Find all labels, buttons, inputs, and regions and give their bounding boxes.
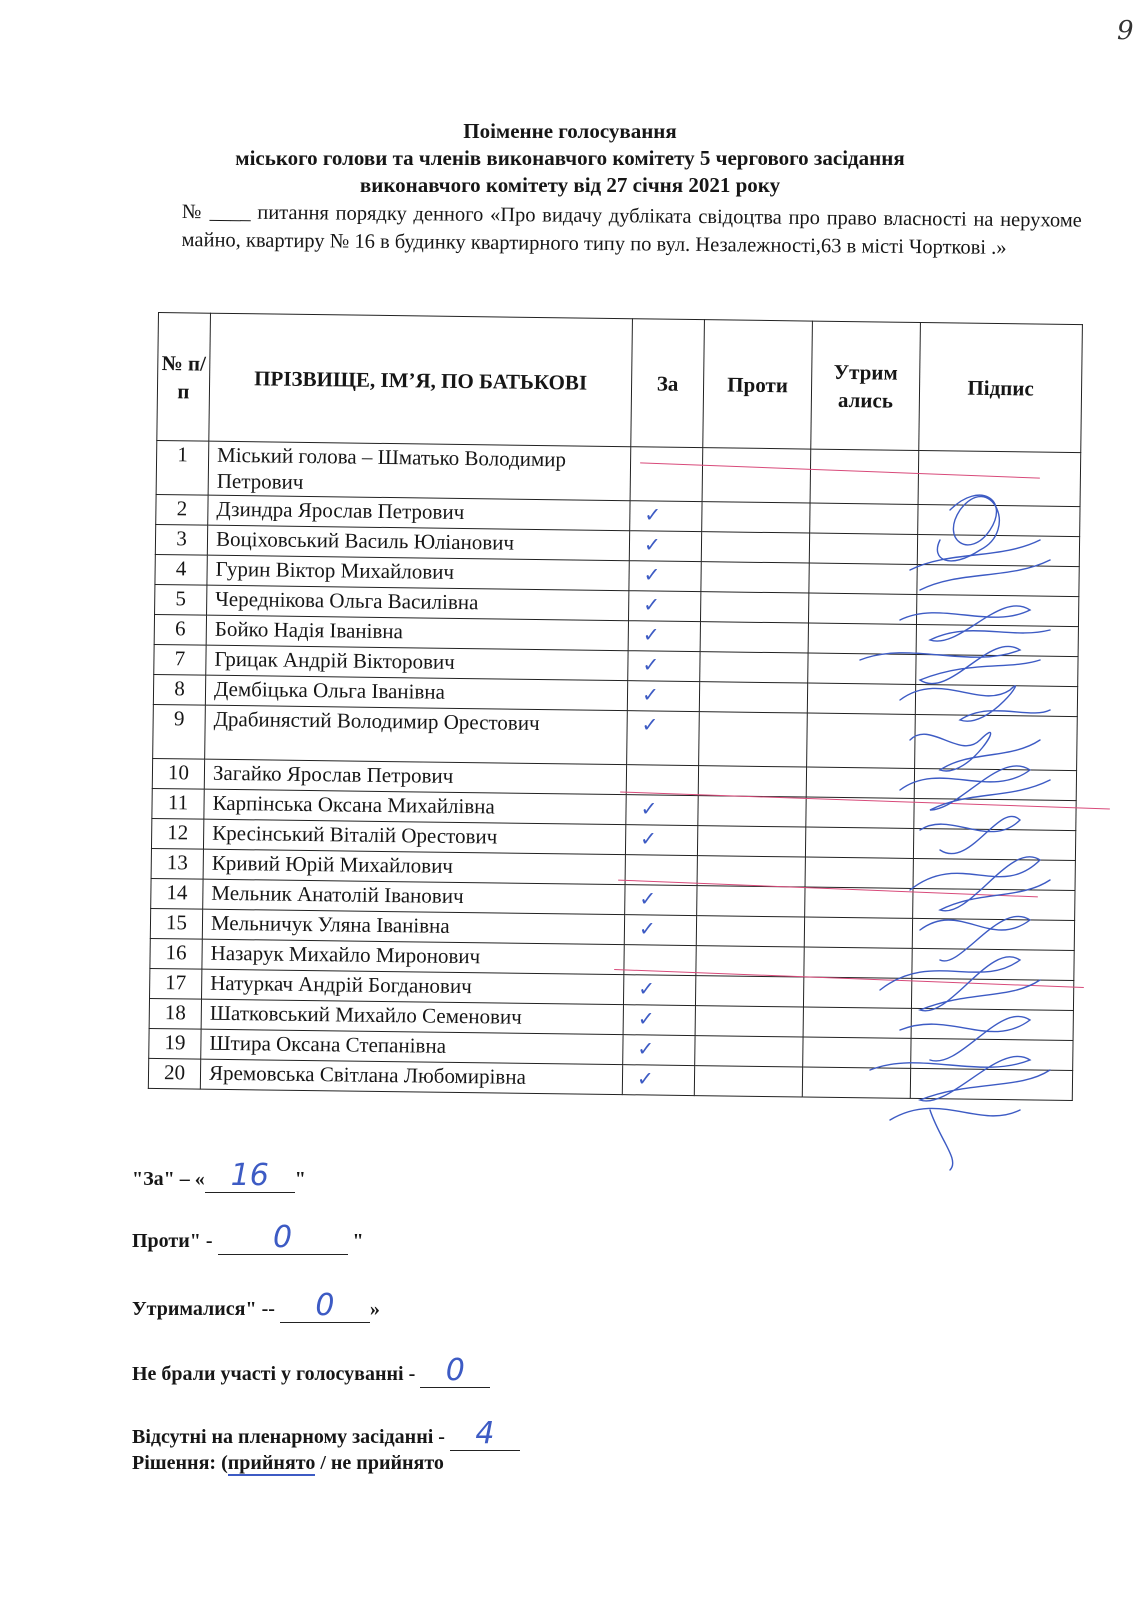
- member-name: Кресінський Віталій Орестович: [203, 819, 625, 855]
- vote-proty-cell: [701, 562, 809, 593]
- row-number: 12: [151, 818, 203, 849]
- check-mark-icon: ✓: [640, 796, 658, 821]
- header-line-2: міського голови та членів виконавчого комітету 5 чергового засідання: [235, 146, 905, 170]
- row-number: 19: [149, 1028, 201, 1059]
- total-utrymalys: [132, 1290, 380, 1323]
- vote-proty-cell: [700, 622, 808, 653]
- vote-za-cell: [623, 975, 695, 1006]
- member-name: Натуркач Андрій Богданович: [202, 969, 624, 1005]
- vote-za-cell: [629, 531, 701, 562]
- total-za-label: "За" – «: [132, 1168, 205, 1190]
- check-mark-icon: ✓: [637, 1006, 655, 1031]
- row-number: 17: [150, 968, 202, 999]
- row-number: 8: [153, 674, 205, 705]
- vote-proty-cell: [698, 796, 806, 827]
- total-za: [132, 1160, 306, 1193]
- total-ne-braly: [132, 1355, 490, 1388]
- row-number: 14: [151, 878, 203, 909]
- member-name: Загайко Ярослав Петрович: [204, 759, 626, 795]
- check-mark-icon: ✓: [638, 916, 656, 941]
- check-mark-icon: ✓: [637, 1036, 655, 1061]
- vote-proty-cell: [699, 712, 808, 767]
- vote-proty-cell: [699, 682, 807, 713]
- member-name: Шатковський Михайло Семенович: [201, 999, 623, 1035]
- row-number: 16: [150, 938, 202, 969]
- member-name: Кривий Юрій Михайлович: [203, 849, 625, 885]
- total-za-end: ": [294, 1168, 306, 1190]
- vote-proty-cell: [697, 856, 805, 887]
- check-mark-icon: ✓: [642, 652, 660, 677]
- row-number: 9: [153, 704, 206, 759]
- decision-rest: / не прийнято: [315, 1452, 444, 1474]
- check-mark-icon: ✓: [639, 886, 657, 911]
- page-number: 9: [1117, 16, 1134, 46]
- check-mark-icon: ✓: [641, 712, 659, 737]
- check-mark-icon: ✓: [644, 502, 662, 527]
- row-number: 3: [155, 524, 207, 555]
- table-header-row: [157, 313, 1083, 453]
- vote-proty-cell: [696, 916, 804, 947]
- check-mark-icon: ✓: [639, 826, 658, 851]
- member-name: Бойко Надія Іванівна: [206, 615, 628, 651]
- agenda-item-text: № ____ питання порядку денного «Про видачу дубліката свідоцтва про право власності на нерухоме майно, квартиру № 16 в будинку квартирного типу по вул. Незалежності,63 в місті Чорткові .»: [181, 200, 1082, 259]
- row-number: 1: [156, 440, 209, 495]
- check-mark-icon: ✓: [636, 1066, 654, 1091]
- header-line-3: виконавчого комітету від 27 січня 2021 року: [359, 173, 781, 197]
- vote-proty-cell: [695, 976, 803, 1007]
- vote-za-cell: [625, 825, 697, 856]
- row-number: 5: [155, 584, 207, 615]
- total-ne-braly-value: 0: [420, 1355, 490, 1388]
- vote-za-cell: [630, 501, 702, 532]
- vote-proty-cell: [695, 1036, 803, 1067]
- header-name: ПРІЗВИЩЕ, ІМ’Я, ПО БАТЬКОВІ: [209, 313, 633, 447]
- row-number: 7: [154, 644, 206, 675]
- vote-za-cell: [628, 651, 700, 682]
- row-number: 4: [155, 554, 207, 585]
- row-number: 13: [151, 848, 203, 879]
- vote-za-cell: [628, 591, 700, 622]
- member-name: Грицак Андрій Вікторович: [206, 645, 628, 681]
- decision-accepted: прийнято: [227, 1452, 316, 1474]
- document-header: [150, 118, 990, 199]
- total-za-value: 16: [205, 1160, 295, 1193]
- vote-za-cell: [628, 621, 700, 652]
- total-proty-end: ": [352, 1230, 364, 1252]
- check-mark-icon: ✓: [643, 532, 661, 557]
- total-vidsutni-value: 4: [450, 1418, 520, 1451]
- decision-line: [132, 1452, 444, 1475]
- total-utrymalys-value: 0: [280, 1290, 370, 1323]
- member-name: Карпінська Оксана Михайлівна: [204, 789, 626, 825]
- total-utrymalys-label: Утрималися" --: [132, 1298, 275, 1320]
- total-ne-braly-label: Не брали участі у голосуванні -: [132, 1363, 416, 1385]
- header-proty: Проти: [703, 320, 813, 449]
- vote-za-cell: [625, 885, 697, 916]
- vote-za-cell: [623, 1035, 695, 1066]
- header-za: За: [631, 319, 705, 448]
- total-vidsutni: [132, 1418, 520, 1451]
- vote-za-cell: [630, 447, 703, 502]
- member-name: Воціховський Василь Юліанович: [207, 525, 629, 561]
- vote-za-cell: [626, 765, 698, 796]
- vote-proty-cell: [700, 592, 808, 623]
- row-number: 10: [152, 758, 204, 789]
- vote-proty-cell: [698, 766, 806, 797]
- total-proty-label: Проти" -: [132, 1230, 213, 1252]
- row-number: 20: [148, 1058, 200, 1089]
- vote-proty-cell: [695, 1006, 803, 1037]
- member-name: Череднікова Ольга Василівна: [207, 585, 629, 621]
- member-name: Мельник Анатолій Іванович: [203, 879, 625, 915]
- signatures-scribble: [840, 470, 1070, 1190]
- vote-proty-cell: [697, 826, 805, 857]
- total-vidsutni-label: Відсутні на пленарному засіданні -: [132, 1426, 445, 1448]
- check-mark-icon: ✓: [641, 682, 659, 707]
- row-number: 15: [150, 908, 202, 939]
- header-line-1: Поіменне голосування: [463, 119, 677, 143]
- member-name: Драбинястий Володимир Орестович: [205, 705, 628, 765]
- vote-proty-cell: [701, 532, 809, 563]
- vote-za-cell: [627, 711, 700, 766]
- member-name: Штира Оксана Степанівна: [201, 1029, 623, 1065]
- member-name: Гурин Віктор Михайлович: [207, 555, 629, 591]
- vote-proty-cell: [697, 886, 805, 917]
- check-mark-icon: ✓: [643, 592, 661, 617]
- row-number: 11: [152, 788, 204, 819]
- total-proty-value: 0: [218, 1222, 348, 1255]
- decision-label: Рішення: (: [132, 1452, 228, 1474]
- member-name: Міський голова – Шматько Володимир Петрович: [208, 441, 631, 501]
- vote-za-cell: [623, 1005, 695, 1036]
- check-mark-icon: ✓: [643, 562, 661, 587]
- header-utrymalys: Утрим ались: [811, 321, 921, 450]
- member-name: Назарук Михайло Миронович: [202, 939, 624, 975]
- check-mark-icon: ✓: [642, 622, 660, 647]
- member-name: Дембіцька Ольга Іванівна: [205, 675, 627, 711]
- vote-za-cell: [622, 1065, 694, 1096]
- member-name: Дзиндра Ярослав Петрович: [208, 495, 630, 531]
- row-number: 18: [149, 998, 201, 1029]
- row-number: 6: [154, 614, 206, 645]
- vote-proty-cell: [702, 502, 810, 533]
- member-name: Мельничук Уляна Іванівна: [202, 909, 624, 945]
- total-proty: [132, 1222, 364, 1255]
- check-mark-icon: ✓: [638, 976, 656, 1001]
- vote-proty-cell: [694, 1066, 802, 1097]
- vote-proty-cell: [702, 448, 811, 503]
- row-number: 2: [156, 494, 208, 525]
- vote-za-cell: [626, 795, 698, 826]
- vote-za-cell: [627, 681, 699, 712]
- total-utrymalys-end: »: [369, 1298, 380, 1320]
- vote-za-cell: [624, 915, 696, 946]
- header-pidpys: Підпис: [919, 322, 1083, 452]
- vote-za-cell: [629, 561, 701, 592]
- member-name: Яремовська Світлана Любомирівна: [200, 1059, 622, 1095]
- header-num: № п/ п: [157, 313, 211, 442]
- vote-proty-cell: [700, 652, 808, 683]
